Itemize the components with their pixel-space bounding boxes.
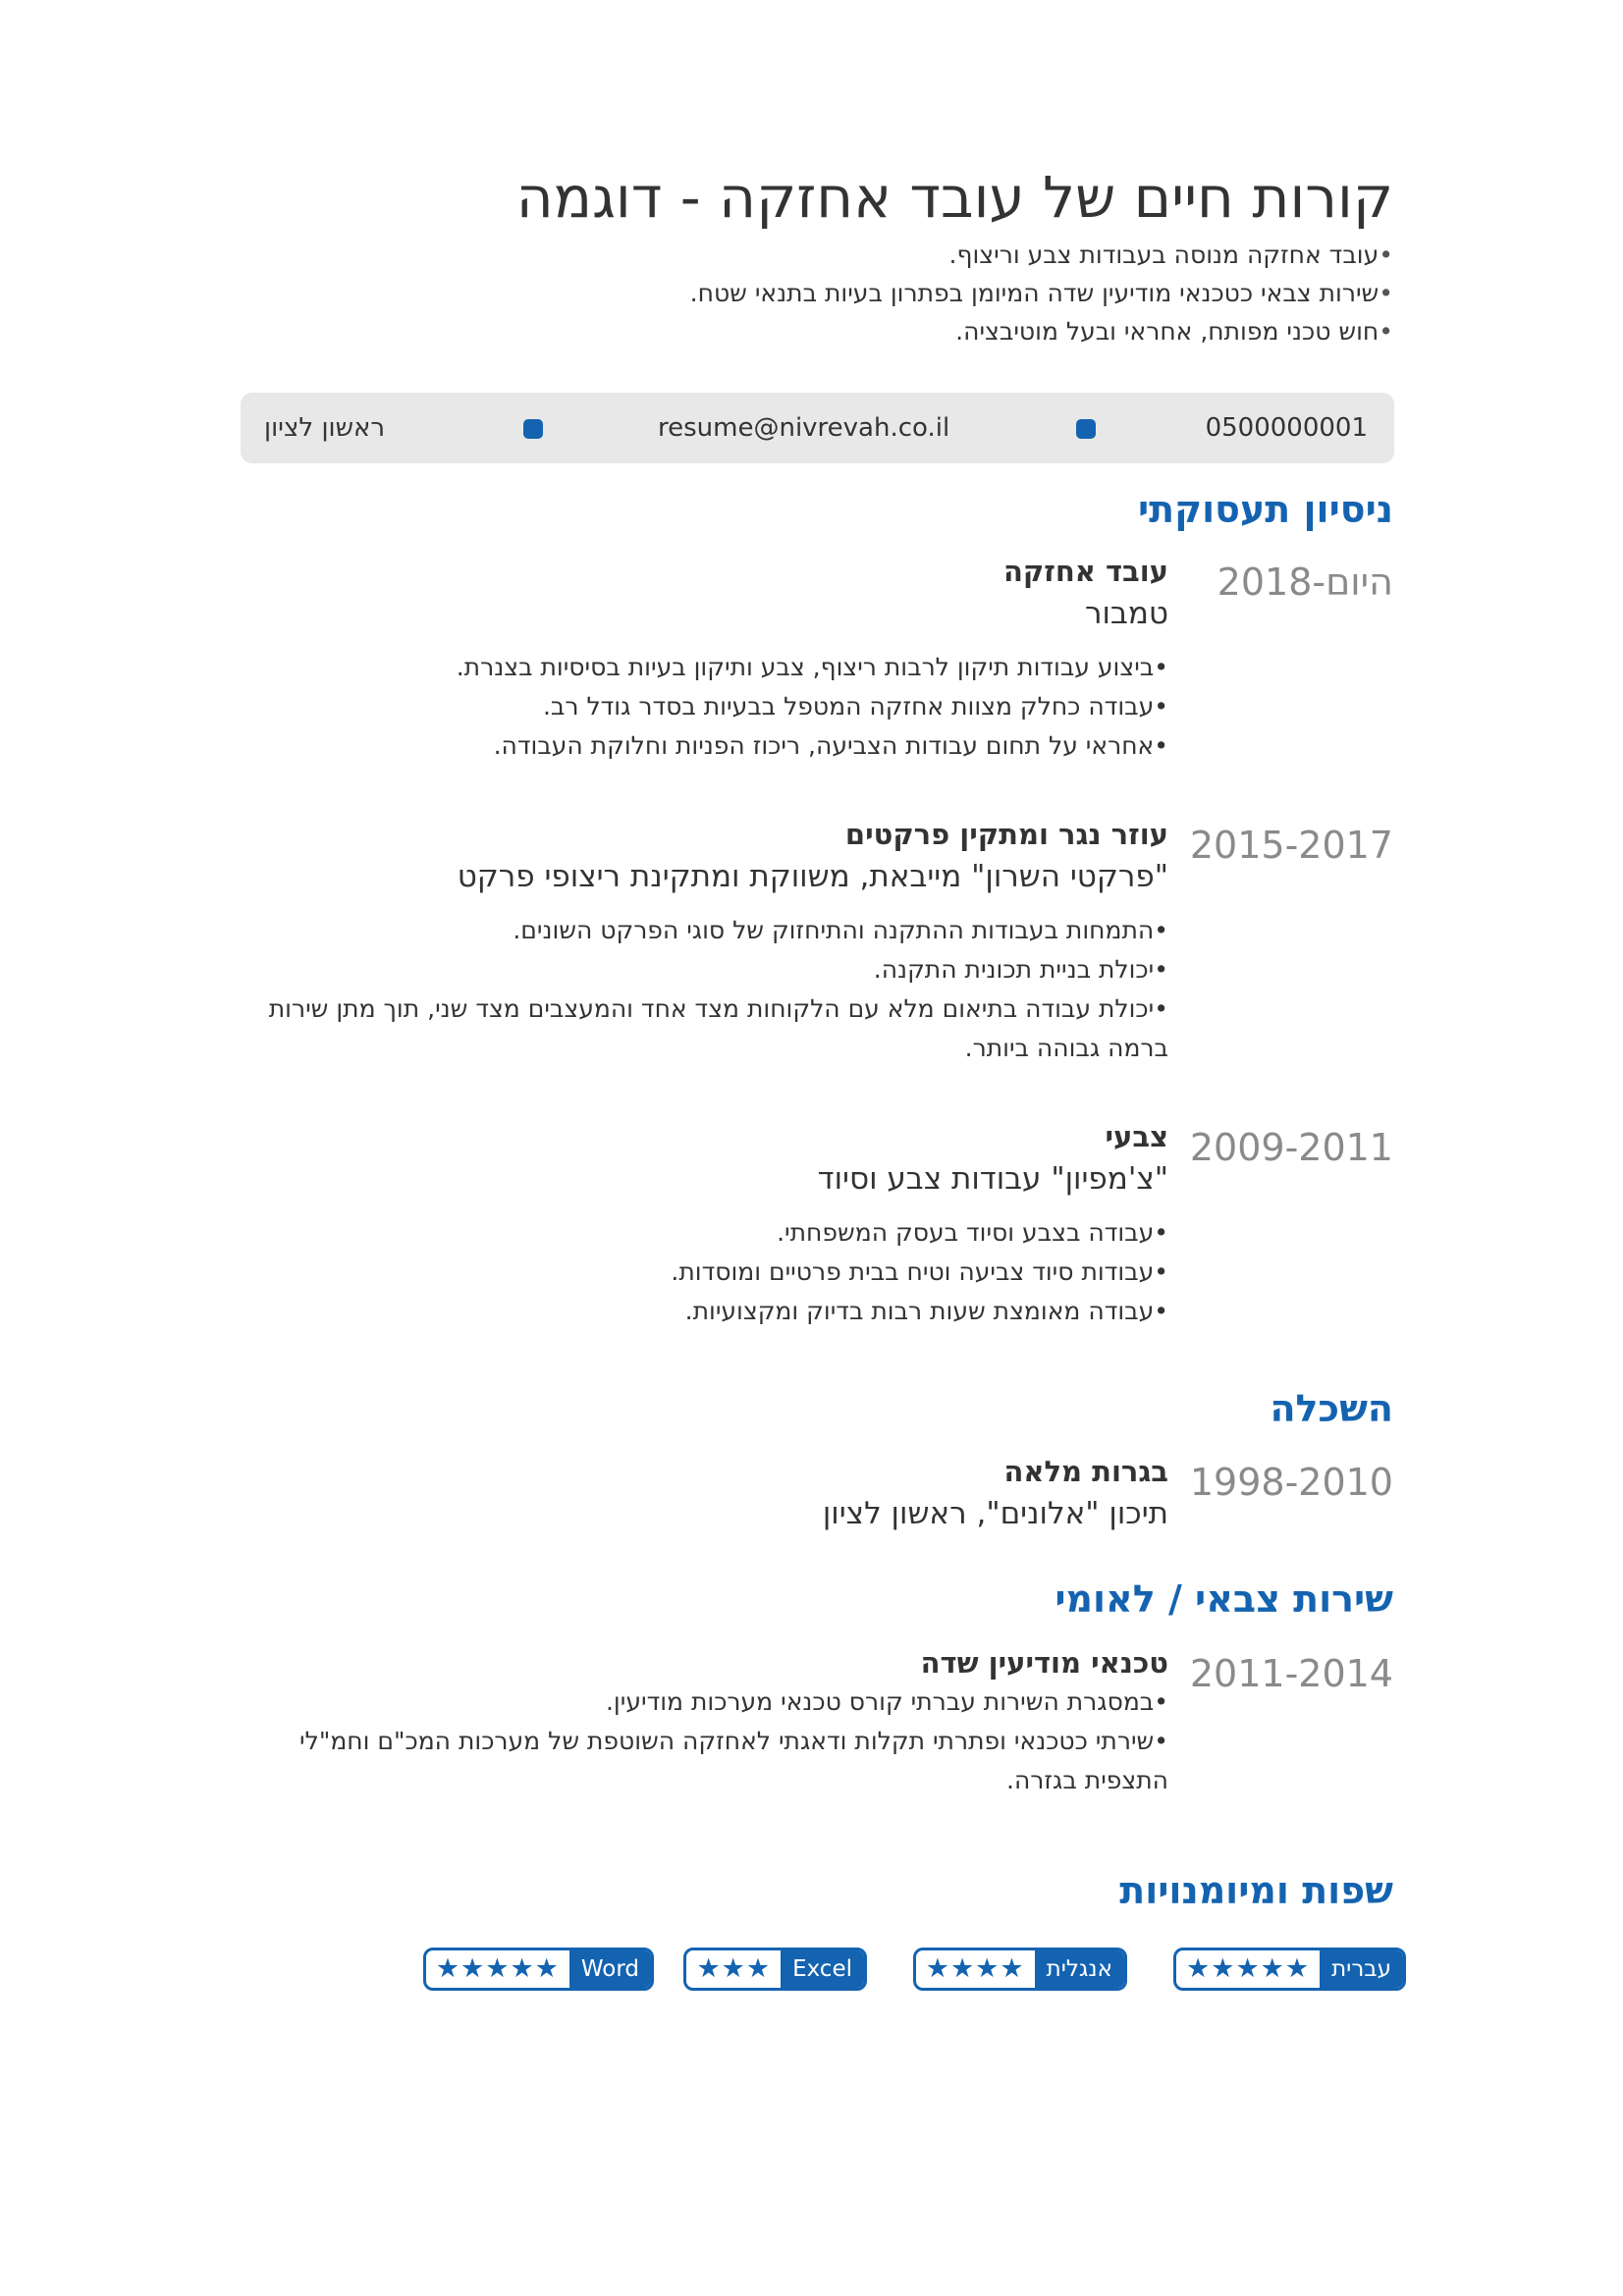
- star-rating-icon: ★★★★★: [435, 1953, 560, 1984]
- page-title: קורות חיים של עובד אחזקה - דוגמה: [515, 164, 1393, 231]
- section-title-experience: ניסיון תעסוקתי: [1137, 488, 1393, 531]
- bullet-icon: •: [1379, 240, 1393, 269]
- star-rating-icon: ★★★: [696, 1953, 772, 1984]
- list-item: •עבודה בצבע וסיוד בעסק המשפחתי.: [777, 1218, 1168, 1247]
- job-company: טמבור: [1084, 596, 1168, 631]
- bullet-icon: •: [1154, 994, 1168, 1023]
- education-title: בגרות מלאה: [1003, 1455, 1168, 1488]
- bullet-icon: •: [1154, 653, 1168, 681]
- service-years: 2011-2014: [1189, 1652, 1393, 1695]
- job-years: 2015-2017: [1189, 824, 1393, 867]
- job-title: עובד אחזקה: [1002, 555, 1168, 588]
- job-title: עוזר נגר ומתקין פרקטים: [844, 818, 1168, 851]
- list-item: •ביצוע עבודות תיקון לרבות ריצוף, צבע ותיקון בעיות בסיסיות בצנרת.: [456, 653, 1168, 681]
- star-rating-icon: ★★★★: [925, 1953, 1025, 1984]
- job-entry: [236, 1117, 1168, 1331]
- bullet-icon: •: [1154, 1297, 1168, 1325]
- skill-label: עברית: [1320, 1950, 1403, 1988]
- contact-bar: [241, 393, 1394, 463]
- bullet-icon: •: [1154, 1687, 1168, 1716]
- skill-label: Excel: [781, 1950, 864, 1988]
- summary-list: [313, 236, 1393, 350]
- bullet-icon: •: [1154, 692, 1168, 721]
- skill-badge: [913, 1948, 1127, 1991]
- skills-row: [0, 1948, 1623, 1991]
- section-title-service: שירות צבאי / לאומי: [1055, 1577, 1393, 1621]
- job-company: "צ'מפיון" עבודות צבע וסיוד: [817, 1161, 1168, 1197]
- skill-badge: [423, 1948, 654, 1991]
- bullet-icon: •: [1154, 1218, 1168, 1247]
- education-school: תיכון "אלונים", ראשון לציון: [822, 1496, 1168, 1531]
- list-item: •עבודה כחלק מצוות אחזקה המטפל בבעיות בסדר גודל רב.: [542, 692, 1168, 721]
- skill-label: Word: [569, 1950, 651, 1988]
- job-years: 2018-היום: [1217, 561, 1393, 604]
- separator-dot-icon: [1076, 419, 1096, 439]
- list-item: •עבודה מאומצת שעות רבות בדיוק ומקצועיות.: [684, 1297, 1168, 1325]
- section-title-skills: שפות ומיומנויות: [1119, 1869, 1393, 1912]
- job-entry: [236, 815, 1168, 1068]
- bullet-icon: •: [1154, 955, 1168, 984]
- contact-email[interactable]: resume@nivrevah.co.il: [658, 413, 950, 443]
- skill-badge: [1173, 1948, 1406, 1991]
- job-entry: [236, 552, 1168, 766]
- job-title: צבעי: [1105, 1120, 1168, 1153]
- skill-label: אנגלית: [1035, 1950, 1124, 1988]
- bullet-icon: •: [1154, 916, 1168, 944]
- bullet-icon: •: [1154, 1257, 1168, 1286]
- job-company: "פרקטי השרון" מייבאת, משווקת ומתקינת ריצופי פרקט: [457, 859, 1168, 894]
- list-item: •שירתי כטכנאי ופתרתי תקלות ודאגתי לאחזקה השוטפת של מערכות המכ"ם וחמ"לי התצפית בגזרה.: [299, 1727, 1168, 1794]
- service-title: טכנאי מודיעין שדה: [920, 1646, 1168, 1680]
- list-item: •במסגרת השירות עברתי קורס טכנאי מערכות מודיעין.: [605, 1687, 1168, 1716]
- job-bullets: [236, 648, 1168, 766]
- bullet-icon: •: [1154, 1727, 1168, 1755]
- education-entry: [236, 1452, 1168, 1536]
- summary-item: •חוש טכני מפותח, אחראי ובעל מוטיבציה.: [955, 317, 1393, 346]
- job-bullets: [236, 911, 1168, 1068]
- service-entry: [236, 1643, 1168, 1800]
- bullet-icon: •: [1379, 279, 1393, 307]
- job-bullets: [236, 1213, 1168, 1331]
- star-rating-icon: ★★★★★: [1186, 1953, 1311, 1984]
- skill-badge: [683, 1948, 867, 1991]
- summary-item: •שירות צבאי כטכנאי מודיעין שדה המיומן בפתרון בעיות בתנאי שטח.: [689, 279, 1393, 307]
- bullet-icon: •: [1379, 317, 1393, 346]
- summary-item: •עובד אחזקה מנוסה בעבודות צבע וריצוף.: [948, 240, 1393, 269]
- education-years: 1998-2010: [1189, 1461, 1393, 1504]
- contact-phone[interactable]: 0500000001: [1205, 413, 1368, 443]
- list-item: •אחראי על תחום עבודות הצביעה, ריכוז הפניות וחלוקת העבודה.: [493, 731, 1168, 760]
- list-item: •עבודות סיוד צביעה וטיח בבית פרטיים ומוסדות.: [671, 1257, 1168, 1286]
- list-item: •התמחות בעבודות ההתקנה והתיחזוק של סוגי הפרקט השונים.: [513, 916, 1168, 944]
- separator-dot-icon: [523, 419, 543, 439]
- bullet-icon: •: [1154, 731, 1168, 760]
- job-years: 2009-2011: [1189, 1126, 1393, 1169]
- list-item: •יכולת עבודה בתיאום מלא עם הלקוחות מצד אחד והמעצבים מצד שני, תוך מתן שירות ברמה גבוהה ביותר.: [268, 994, 1168, 1062]
- service-bullets: [236, 1682, 1168, 1800]
- contact-city: ראשון לציון: [264, 413, 386, 443]
- list-item: •יכולת בניית תכונית התקנה.: [873, 955, 1168, 984]
- section-title-education: השכלה: [1270, 1387, 1393, 1430]
